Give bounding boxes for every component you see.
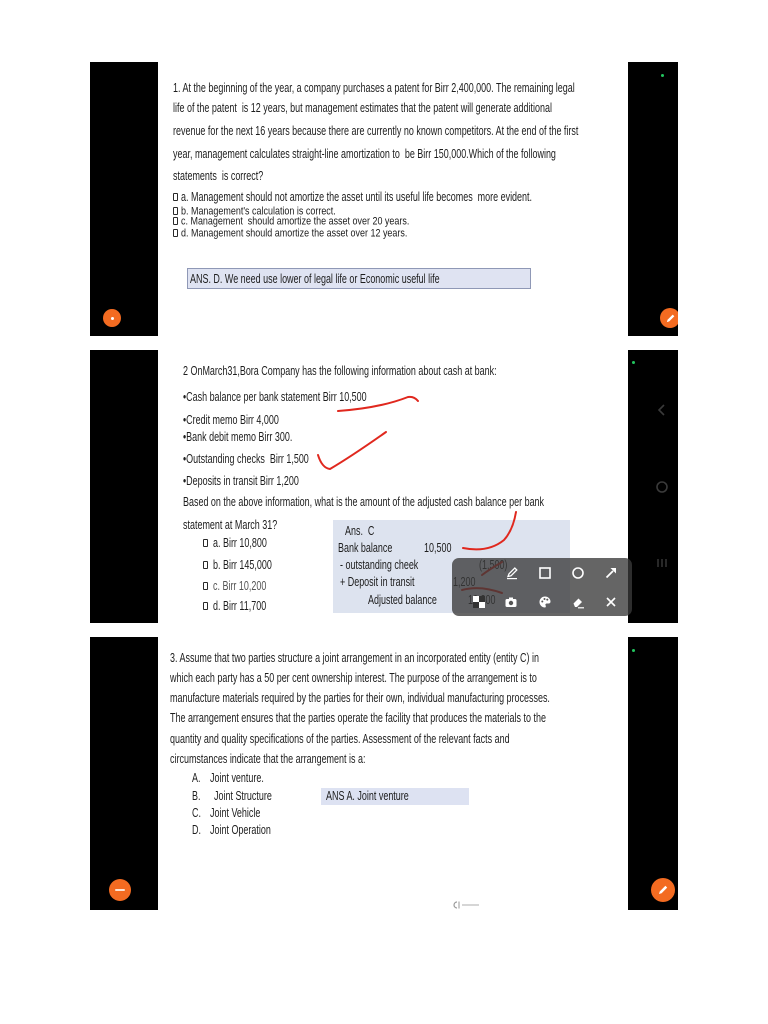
close-icon[interactable]: [604, 595, 618, 609]
question-text-line: circumstances indicate that the arrangement is a:: [170, 751, 366, 766]
question-text-line: revenue for the next 16 years because there are currently no known competitors. At the end of the first: [173, 123, 579, 138]
bullet-item: •Credit memo Birr 4,000: [183, 412, 279, 427]
answer-text: ANS. D. We need use lower of legal life or Economic useful life: [190, 271, 440, 286]
option-d: d. Management should amortize the asset over 12 years.: [181, 226, 408, 239]
question-text-line: Based on the above information, what is the amount of the adjusted cash balance per bank: [183, 494, 545, 509]
edit-pencil-button[interactable]: [651, 878, 675, 902]
question-2-slide: [90, 350, 678, 623]
bullet-item: •Bank debit memo Birr 300.: [183, 429, 293, 444]
arrow-icon[interactable]: [604, 566, 618, 580]
answer-row-label: + Deposit in transit: [340, 574, 415, 589]
camscanner-watermark-logo: [451, 900, 481, 910]
question-text-line: statements is correct?: [173, 168, 264, 183]
question-3-slide: [90, 637, 678, 910]
pencil-icon: [657, 884, 669, 896]
question-1-slide: [90, 62, 678, 336]
rectangle-icon[interactable]: [538, 566, 552, 580]
option-b: b. Birr 145,000: [213, 557, 272, 572]
option-letter: B.: [192, 788, 201, 803]
record-dot-icon: [111, 317, 114, 320]
back-icon[interactable]: [655, 403, 669, 417]
question-text-line: The arrangement ensures that the parties operate the facility that produces the materials to the: [170, 710, 546, 725]
checkbox-icon: [173, 193, 178, 201]
answer-box: [187, 268, 531, 289]
option-c: c. Management should amortize the asset over 20 years.: [181, 214, 410, 227]
answer-row-amount: 10,500: [424, 540, 452, 555]
answer-text: ANS A. Joint venture: [326, 788, 409, 803]
status-indicator-dot: [632, 649, 635, 652]
question-text-line: manufacture materials required by the parties for their own, individual manufacturing processes.: [170, 690, 550, 705]
question-text-line: 1. At the beginning of the year, a company purchases a patent for Birr 2,400,000. The remaining legal: [173, 80, 575, 95]
answer-box: [321, 788, 469, 805]
edit-pencil-button[interactable]: [660, 308, 678, 328]
status-indicator-dot: [632, 361, 635, 364]
question-text-line: statement at March 31?: [183, 517, 278, 532]
pen-icon[interactable]: [505, 566, 519, 580]
option-b: Joint Structure: [214, 788, 272, 803]
option-letter: C.: [192, 805, 201, 820]
status-indicator-dot: [661, 74, 664, 77]
bullet-item: •Deposits in transit Birr 1,200: [183, 473, 299, 488]
red-curve-annotation: [463, 512, 516, 549]
option-a: a. Management should not amortize the asset until its useful life becomes more evident.: [181, 189, 533, 204]
answer-row-label: Adjusted balance: [368, 592, 437, 607]
answer-row-label: - outstanding cheek: [340, 557, 419, 572]
question-text-line: 3. Assume that two parties structure a joint arrangement in an incorporated entity (entity C) in: [170, 650, 539, 665]
annotation-toolbar: [452, 558, 632, 616]
checkbox-icon: [173, 207, 178, 215]
option-d: Joint Operation: [210, 822, 271, 837]
red-underline-annotation: [338, 397, 418, 411]
color-swatch-icon[interactable]: [472, 595, 486, 609]
answer-heading: Ans. C: [345, 523, 375, 538]
option-letter: A.: [192, 770, 201, 785]
option-letter: D.: [192, 822, 201, 837]
answer-row-label: Bank balance: [338, 540, 393, 555]
question-text-line: which each party has a 50 per cent ownership interest. The purpose of the arrangement is to: [170, 670, 537, 685]
palette-icon[interactable]: [538, 595, 552, 609]
checkbox-icon: [173, 217, 178, 225]
home-icon[interactable]: [655, 480, 669, 494]
floating-record-button[interactable]: [103, 309, 121, 327]
option-a: a. Birr 10,800: [213, 535, 267, 550]
red-checkmark-annotation: [318, 432, 386, 469]
checkbox-icon: [173, 229, 178, 237]
question-text-line: 2 OnMarch31,Bora Company has the following information about cash at bank:: [183, 363, 497, 378]
record-dot-icon: [115, 889, 125, 891]
eraser-icon[interactable]: [571, 595, 585, 609]
floating-record-button[interactable]: [109, 879, 131, 901]
camera-icon[interactable]: [504, 595, 518, 609]
option-b: b. Management's calculation is correct.: [181, 204, 336, 217]
option-c: c. Birr 10,200: [213, 578, 267, 593]
pencil-icon: [665, 313, 676, 324]
question-text-line: life of the patent is 12 years, but management estimates that the patent will generate additional: [173, 100, 552, 115]
bullet-item: •Cash balance per bank statement Birr 10,500: [183, 389, 367, 404]
question-text-line: year, management calculates straight-line amortization to be Birr 150,000.Which of the following: [173, 146, 556, 161]
question-text-line: quantity and quality specifications of the parties. Assessment of the relevant facts and: [170, 731, 510, 746]
bullet-item: •Outstanding checks Birr 1,500: [183, 451, 309, 466]
option-c: Joint Vehicle: [210, 805, 261, 820]
option-a: Joint venture.: [210, 770, 264, 785]
recents-icon[interactable]: [655, 556, 669, 570]
circle-icon[interactable]: [571, 566, 585, 580]
option-d: d. Birr 11,700: [213, 598, 267, 613]
